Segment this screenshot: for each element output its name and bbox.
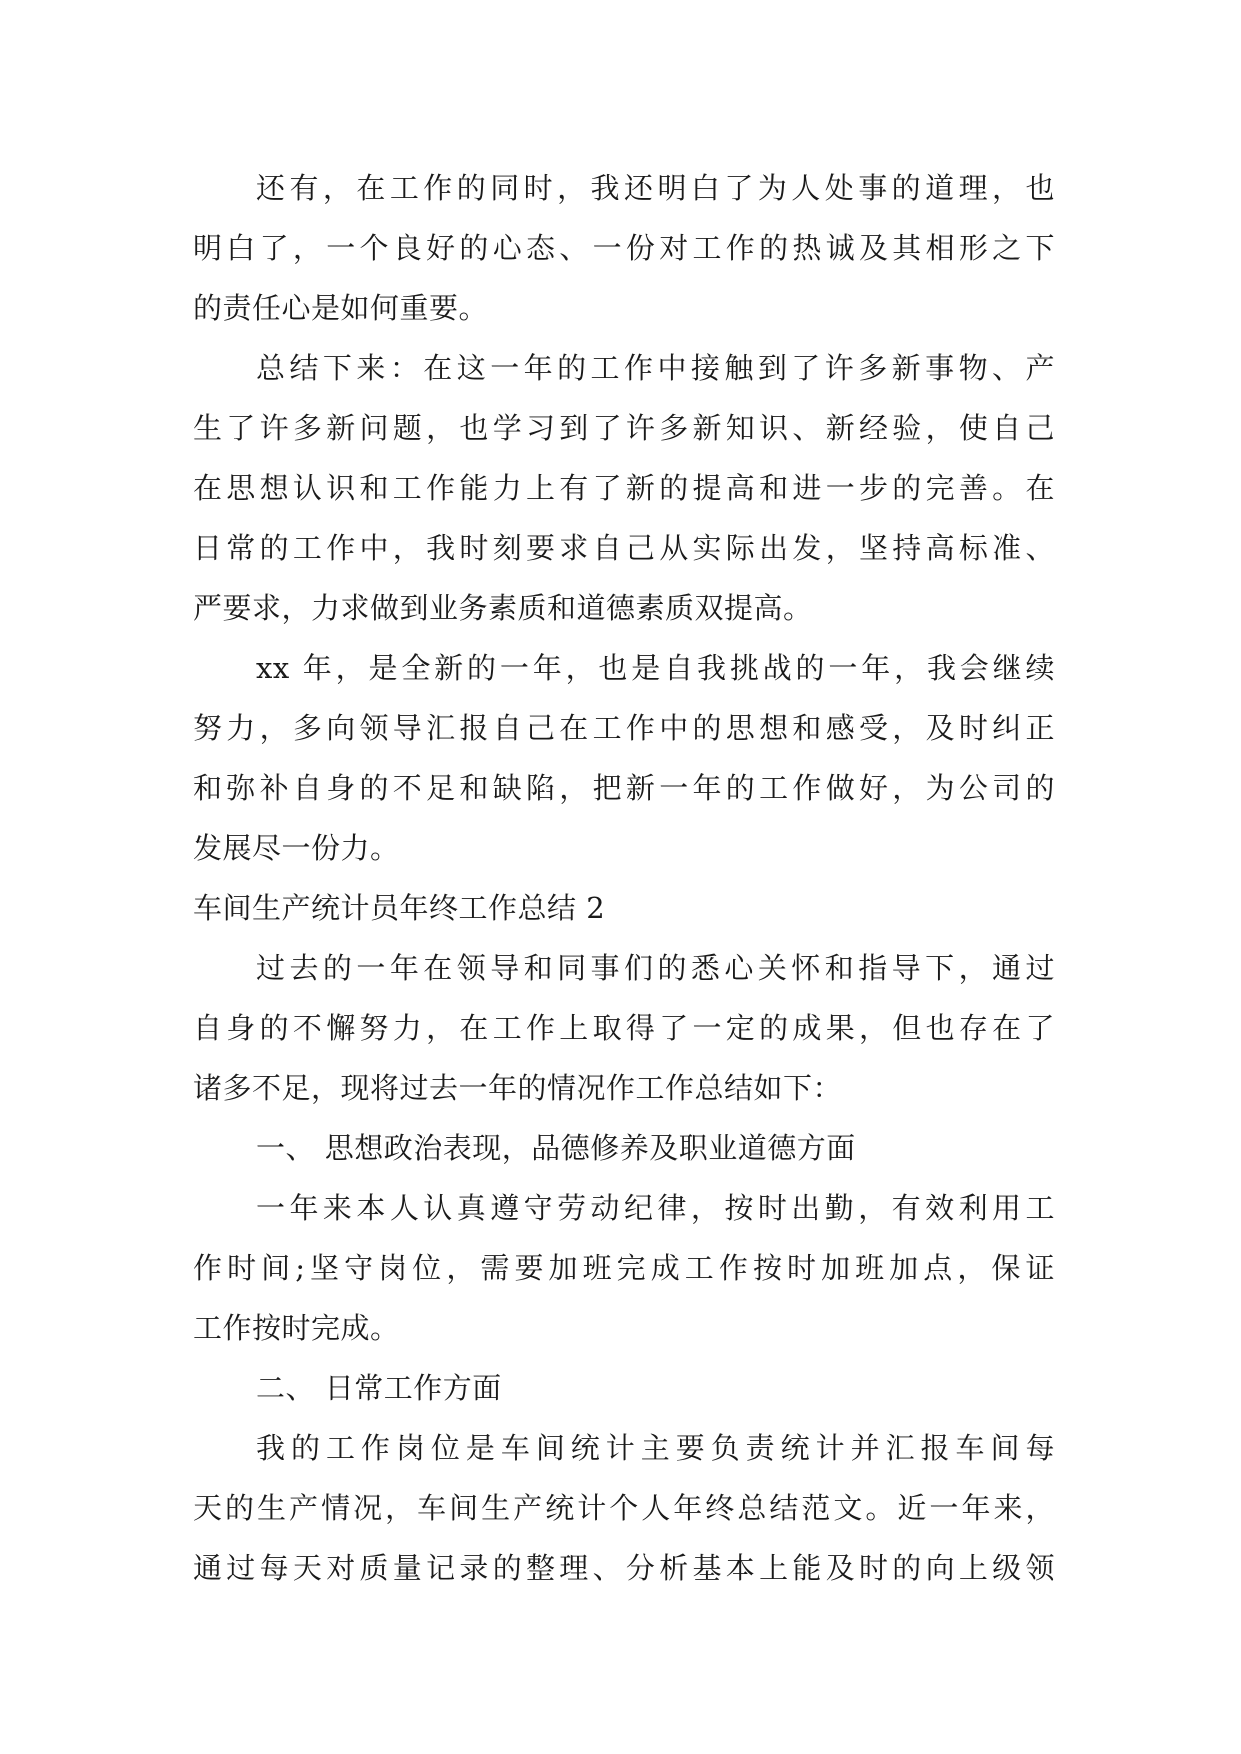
body-line: 通过每天对质量记录的整理、分析基本上能及时的向上级领 xyxy=(193,1551,1055,1585)
body-line: 作时间;坚守岗位，需要加班完成工作按时加班加点，保证 xyxy=(193,1251,1055,1285)
section-heading: 车间生产统计员年终工作总结 2 xyxy=(193,891,606,925)
body-line: 生了许多新问题，也学习到了许多新知识、新经验，使自己 xyxy=(193,411,1055,445)
body-line: 努力，多向领导汇报自己在工作中的思想和感受，及时纠正 xyxy=(193,711,1055,745)
body-line: 总结下来：在这一年的工作中接触到了许多新事物、产 xyxy=(256,351,1055,385)
body-line: 发展尽一份力。 xyxy=(193,831,400,865)
body-line: 严要求，力求做到业务素质和道德素质双提高。 xyxy=(193,591,813,625)
subsection-heading: 一、 思想政治表现，品德修养及职业道德方面 xyxy=(256,1131,856,1165)
body-line: 还有，在工作的同时，我还明白了为人处事的道理，也 xyxy=(256,171,1055,205)
body-line: 诸多不足，现将过去一年的情况作工作总结如下： xyxy=(193,1071,843,1105)
body-line: 我的工作岗位是车间统计主要负责统计并汇报车间每 xyxy=(256,1431,1055,1465)
body-line: 在思想认识和工作能力上有了新的提高和进一步的完善。在 xyxy=(193,471,1055,505)
subsection-heading: 二、 日常工作方面 xyxy=(256,1371,502,1405)
document-body xyxy=(193,158,1055,1598)
body-line: xx 年，是全新的一年，也是自我挑战的一年，我会继续 xyxy=(256,651,1055,685)
body-line: 一年来本人认真遵守劳动纪律，按时出勤，有效利用工 xyxy=(256,1191,1055,1225)
body-line: 和弥补自身的不足和缺陷，把新一年的工作做好，为公司的 xyxy=(193,771,1055,805)
body-line: 天的生产情况，车间生产统计个人年终总结范文。近一年来， xyxy=(193,1491,1055,1525)
body-line: 过去的一年在领导和同事们的悉心关怀和指导下，通过 xyxy=(256,951,1055,985)
body-line: 工作按时完成。 xyxy=(193,1311,400,1345)
body-line: 日常的工作中，我时刻要求自己从实际出发，坚持高标准、 xyxy=(193,531,1055,565)
body-line: 明白了，一个良好的心态、一份对工作的热诚及其相形之下 xyxy=(193,231,1055,265)
body-line: 的责任心是如何重要。 xyxy=(193,291,489,325)
body-line: 自身的不懈努力，在工作上取得了一定的成果，但也存在了 xyxy=(193,1011,1055,1045)
